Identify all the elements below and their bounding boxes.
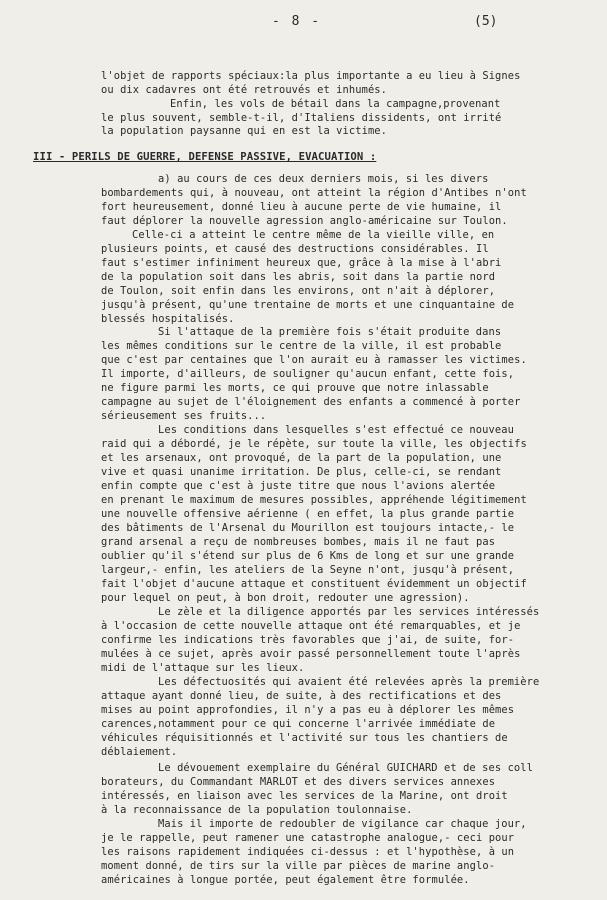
text-line: que c'est par centaines que l'on aurait eu à ramasser les victimes. <box>101 354 527 366</box>
text-line: une nouvelle offensive aérienne ( en effet, la plus grande partie <box>101 508 515 520</box>
section-heading: III - PERILS DE GUERRE, DEFENSE PASSIVE, EVACUATION : <box>33 151 377 163</box>
text-line: sérieusement ses fruits... <box>101 410 267 422</box>
text-line: plusieurs points, et causé des destructions considérables. Il <box>101 243 489 255</box>
text-line: mises au point approfondies, il n'y a pas eu à déplorer les mêmes <box>101 704 515 716</box>
text-line: déblaiement. <box>101 746 178 758</box>
text-line: Enfin, les vols de bétail dans la campagne,provenant <box>170 98 501 110</box>
text-line: l'objet de rapports spéciaux:la plus importante a eu lieu à Signes <box>101 70 521 82</box>
text-line: et les arsenaux, ont provoqué, de la part de la population, une <box>101 452 502 464</box>
text-line: confirme les indications très favorables que j'ai, de suite, for- <box>101 634 515 646</box>
text-line: oublier qu'il s'étend sur plus de 6 Kms de long et sur une grande <box>101 550 515 562</box>
text-line: Celle-ci a atteint le centre même de la vieille ville, en <box>132 229 495 241</box>
text-line: je le rappelle, peut ramener une catastrophe analogue,- ceci pour <box>101 832 515 844</box>
text-line: des bâtiments de l'Arsenal du Mourillon est toujours intacte,- le <box>101 522 515 534</box>
text-line: fait l'objet d'aucune attaque et constituent évidemment un objectif <box>101 578 527 590</box>
sub-page-number: (5) <box>474 14 498 29</box>
text-line: Le zèle et la diligence apportés par les services intéressés <box>158 606 540 618</box>
text-line: de la population soit dans les abris, soit dans la partie nord <box>101 271 496 283</box>
text-line: faut déplorer la nouvelle agression anglo-américaine sur Toulon. <box>101 215 508 227</box>
text-line: américaines à longue portée, peut également être formulée. <box>101 874 470 886</box>
page-number: - 8 - <box>272 14 322 29</box>
text-line: véhicules réquisitionnés et l'activité sur tous les chantiers de <box>101 732 508 744</box>
text-line: la population paysanne qui en est la victime. <box>101 125 388 137</box>
text-line: mulées à ce sujet, après avoir passé personnellement toute l'après <box>101 648 521 660</box>
text-line: attaque ayant donné lieu, de suite, à des rectifications et des <box>101 690 502 702</box>
text-line: les raisons rapidement indiquées ci-dessus : et l'hypothèse, à un <box>101 846 515 858</box>
text-line: faut s'estimer infiniment heureux que, grâce à la mise à l'abri <box>101 257 502 269</box>
text-line: vive et quasi unanime irritation. De plus, celle-ci, se rendant <box>101 466 502 478</box>
text-line: moment donné, de tirs sur la ville par pièces de marine anglo- <box>101 860 496 872</box>
text-line: le plus souvent, semble-t-il, d'Italiens dissidents, ont irrité <box>101 112 502 124</box>
text-line: Le dévouement exemplaire du Général GUICHARD et de ses coll <box>158 762 533 774</box>
text-line: Si l'attaque de la première fois s'était produite dans <box>158 326 502 338</box>
text-line: enfin compte que c'est à juste titre que nous l'avions alertée <box>101 480 496 492</box>
text-line: en prenant le maximum de mesures possibles, appréhende légitimement <box>101 494 527 506</box>
text-line: à l'occasion de cette nouvelle attaque ont été remarquables, et je <box>101 620 521 632</box>
text-line: blessés hospitalisés. <box>101 313 235 325</box>
text-line: campagne au sujet de l'éloignement des enfants a commencé à porter <box>101 396 521 408</box>
text-line: raid qui a débordé, je le répète, sur toute la ville, les objectifs <box>101 438 527 450</box>
text-line: a) au cours de ces deux derniers mois, si les divers <box>158 173 489 185</box>
text-line: Mais il importe de redoubler de vigilance car chaque jour, <box>158 818 527 830</box>
text-line: ne figure parmi les morts, ce qui prouve que notre inlassable <box>101 382 489 394</box>
text-line: fort heureusement, donné lieu à aucune perte de vie humaine, il <box>101 201 502 213</box>
text-line: les mêmes conditions sur le centre de la ville, il est probable <box>101 340 502 352</box>
text-line: midi de l'attaque sur les lieux. <box>101 662 305 674</box>
text-line: bombardements qui, à nouveau, ont atteint la région d'Antibes n'ont <box>101 187 527 199</box>
text-line: largeur,- enfin, les ateliers de la Seyne n'ont, jusqu'à présent, <box>101 564 515 576</box>
text-line: grand arsenal a reçu de nombreuses bombes, mais il ne faut pas <box>101 536 496 548</box>
text-line: pour lequel on peut, à bon droit, redouter une agression). <box>101 592 470 604</box>
text-line: Les conditions dans lesquelles s'est effectué ce nouveau <box>158 424 514 436</box>
text-line: ou dix cadavres ont été retrouvés et inhumés. <box>101 84 388 96</box>
text-line: carences,notamment pour ce qui concerne l'arrivée immédiate de <box>101 718 496 730</box>
text-line: Il importe, d'ailleurs, de souligner qu'aucun enfant, cette fois, <box>101 368 515 380</box>
text-line: à la reconnaissance de la population toulonnaise. <box>101 804 413 816</box>
text-line: intéressés, en liaison avec les services de la Marine, ont droit <box>101 790 508 802</box>
text-line: Les défectuosités qui avaient été relevées après la première <box>158 676 540 688</box>
text-line: jusqu'à présent, qu'une trentaine de morts et une cinquantaine de <box>101 299 515 311</box>
text-line: borateurs, du Commandant MARLOT et des divers services annexes <box>101 776 496 788</box>
text-line: de Toulon, soit enfin dans les environs, ont n'ait à déplorer, <box>101 285 496 297</box>
